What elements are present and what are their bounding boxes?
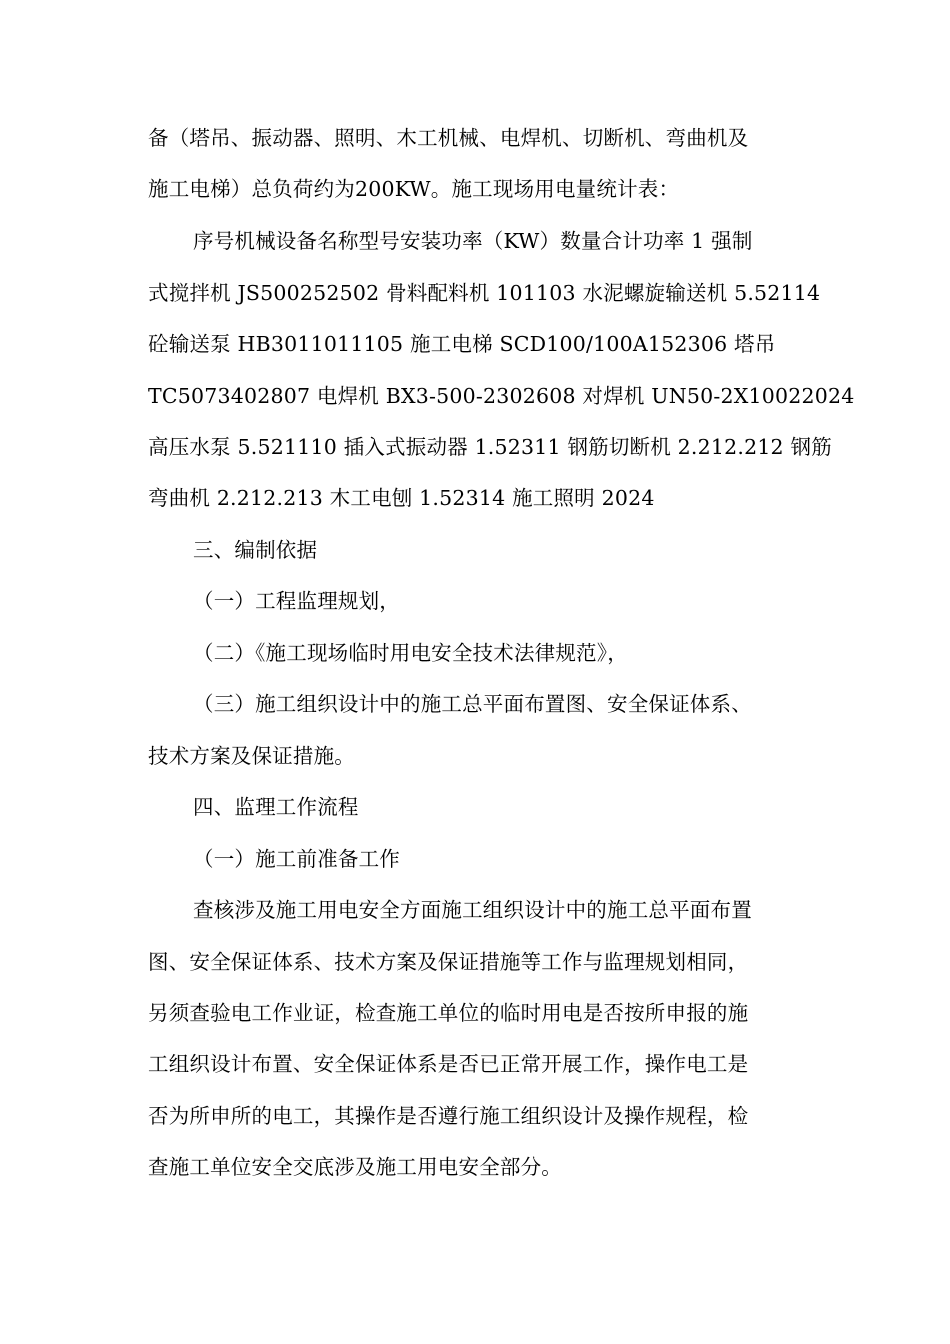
paragraph-line: 高压水泵 5.521110 插入式振动器 1.52311 钢筋切断机 2.212.212 钢筋 — [148, 435, 832, 459]
paragraph-line: 另须查验电工作业证，检查施工单位的临时用电是否按所申报的施 — [148, 1001, 749, 1025]
paragraph-line: 弯曲机 2.212.213 木工电刨 1.52314 施工照明 2024 — [148, 486, 655, 510]
list-item: （二）《施工现场临时用电安全技术法律规范》， — [193, 641, 628, 665]
paragraph-line: 图、安全保证体系、技术方案及保证措施等工作与监理规划相同， — [148, 950, 749, 974]
paragraph-line: 技术方案及保证措施。 — [148, 744, 355, 768]
paragraph-line: 式搅拌机 JS500252502 骨料配料机 101103 水泥螺旋输送机 5.52114 — [148, 281, 821, 305]
list-item: （三）施工组织设计中的施工总平面布置图、安全保证体系、 — [193, 692, 752, 716]
section-heading: 四、监理工作流程 — [193, 795, 359, 819]
subsection-heading: （一）施工前准备工作 — [193, 847, 400, 871]
paragraph-line: 施工电梯）总负荷约为200KW。施工现场用电量统计表： — [148, 177, 680, 201]
paragraph-line: 查施工单位安全交底涉及施工用电安全部分。 — [148, 1155, 562, 1179]
paragraph-line: 序号机械设备名称型号安装功率（KW）数量合计功率 1 强制 — [193, 229, 753, 253]
paragraph-line: 否为所申所的电工，其操作是否遵行施工组织设计及操作规程，检 — [148, 1104, 749, 1128]
paragraph-line: 备（塔吊、振动器、照明、木工机械、电焊机、切断机、弯曲机及 — [148, 126, 749, 150]
section-heading: 三、编制依据 — [193, 538, 318, 562]
paragraph-line: TC5073402807 电焊机 BX3-500-2302608 对焊机 UN50-2X10022024 — [148, 384, 855, 408]
paragraph-line: 查核涉及施工用电安全方面施工组织设计中的施工总平面布置 — [193, 898, 752, 922]
paragraph-line: 砼输送泵 HB3011011105 施工电梯 SCD100/100A152306 塔吊 — [148, 332, 776, 356]
list-item: （一）工程监理规划， — [193, 589, 400, 613]
paragraph-line: 工组织设计布置、安全保证体系是否已正常开展工作，操作电工是 — [148, 1052, 749, 1076]
